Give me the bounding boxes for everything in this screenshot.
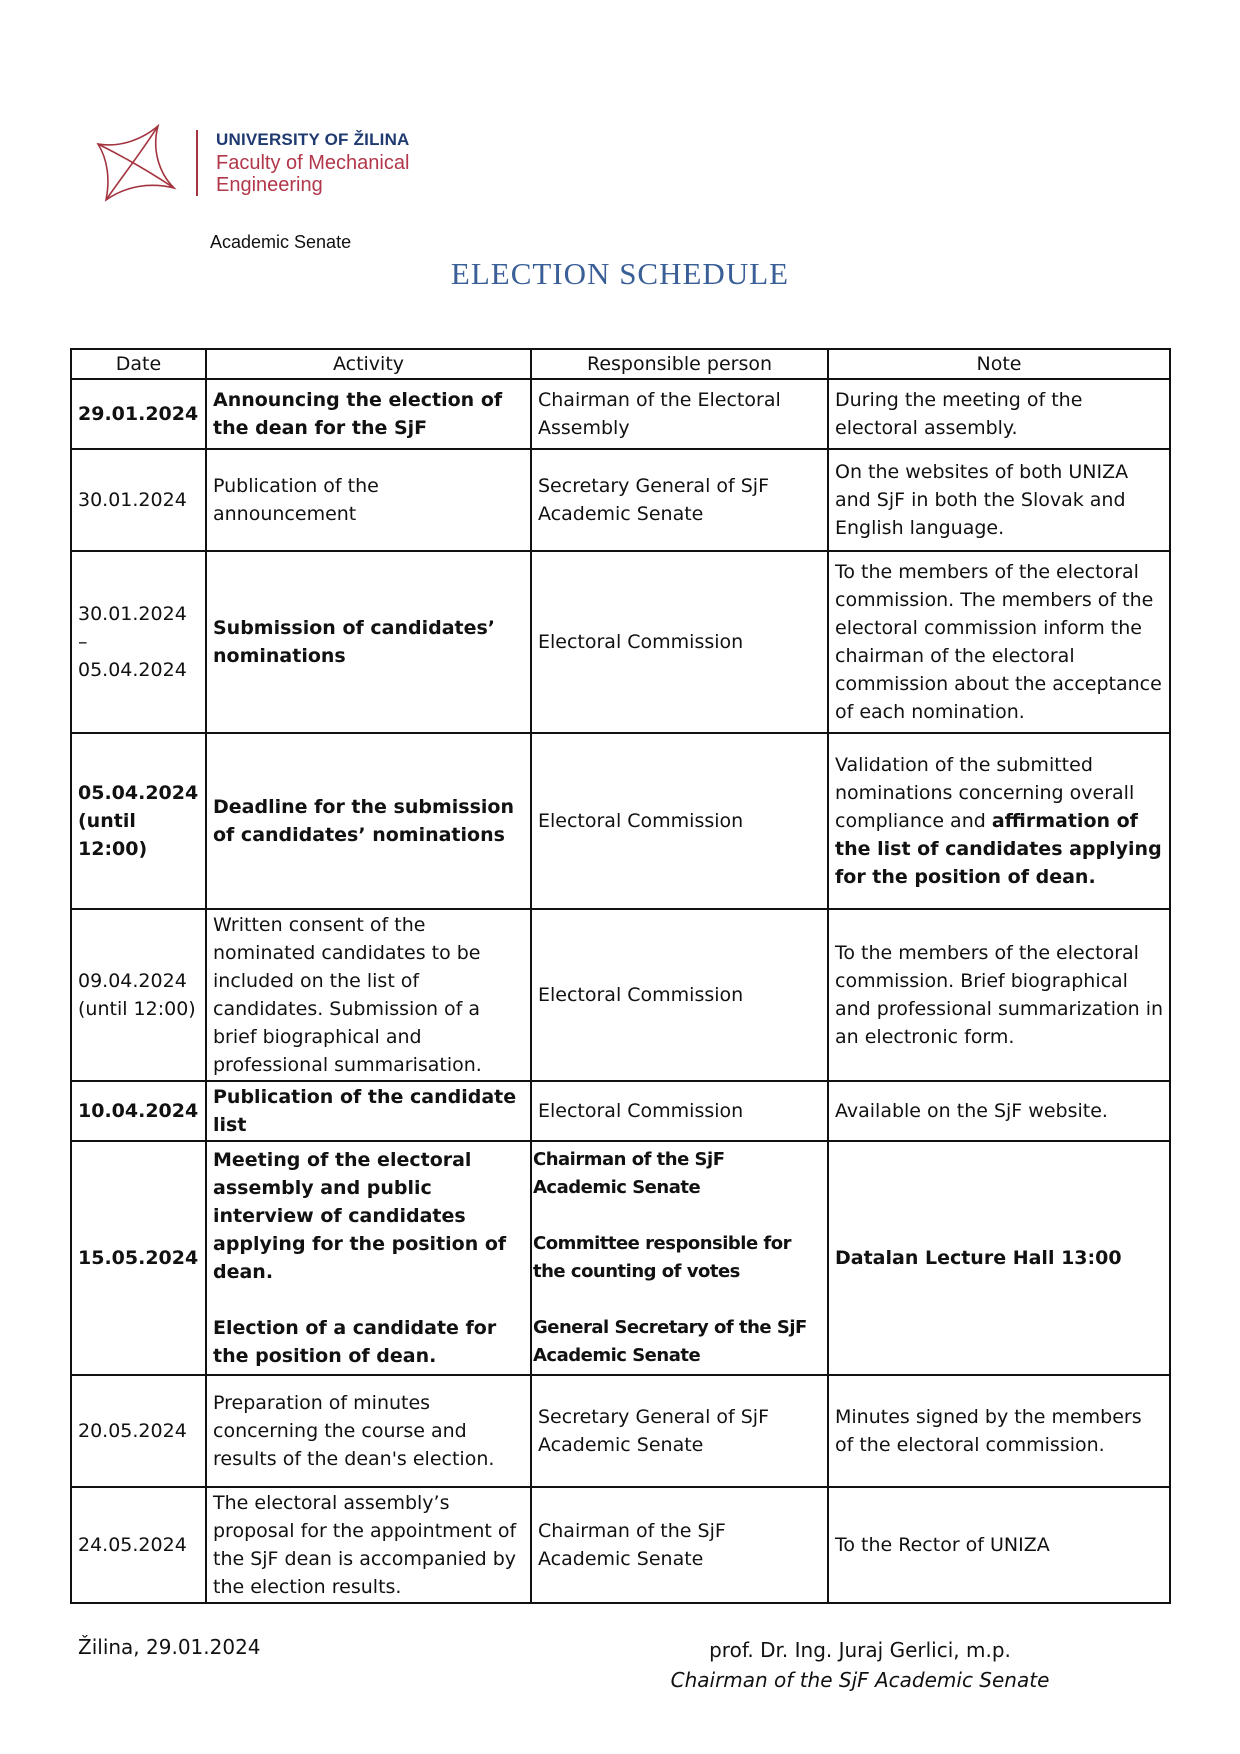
cell-responsible: Secretary General of SjF Academic Senate bbox=[531, 449, 828, 551]
cell-responsible bbox=[531, 1141, 828, 1375]
cell-date: 15.05.2024 bbox=[71, 1141, 206, 1375]
responsible-chairman: Chairman of the SjF Academic Senate bbox=[533, 1149, 725, 1198]
signatory-name: prof. Dr. Ing. Juraj Gerlici, m.p. bbox=[709, 1638, 1011, 1662]
spacer bbox=[213, 1286, 524, 1314]
cell-date: 05.04.2024 (until 12:00) bbox=[71, 733, 206, 909]
cell-note: To the members of the electoral commission. Brief biographical and professional summarization in an electronic form. bbox=[828, 909, 1170, 1081]
responsible-secretary: General Secretary of the SjF Academic Senate bbox=[533, 1317, 807, 1366]
university-name: UNIVERSITY OF ŽILINA bbox=[216, 130, 410, 149]
table-row bbox=[71, 1081, 1170, 1141]
table-row bbox=[71, 909, 1170, 1081]
cell-responsible: Electoral Commission bbox=[531, 1081, 828, 1141]
table-row bbox=[71, 733, 1170, 909]
academic-senate-label: Academic Senate bbox=[210, 232, 352, 252]
cell-note: Available on the SjF website. bbox=[828, 1081, 1170, 1141]
note-bold: affirmation of the list of candidates applying for the position of dean. bbox=[835, 810, 1162, 888]
place-date: Žilina, 29.01.2024 bbox=[78, 1635, 261, 1659]
signature-block bbox=[660, 1635, 1060, 1695]
cell-responsible: Secretary General of SjF Academic Senate bbox=[531, 1375, 828, 1487]
spacer bbox=[533, 1202, 821, 1230]
header-activity: Activity bbox=[206, 349, 531, 379]
note-plain: Validation of the submitted nominations concerning overall compliance and bbox=[835, 754, 1135, 832]
faculty-name-line1: Faculty of Mechanical bbox=[216, 152, 410, 174]
cell-responsible: Electoral Commission bbox=[531, 733, 828, 909]
cell-date: 10.04.2024 bbox=[71, 1081, 206, 1141]
cell-activity: Publication of the announcement bbox=[206, 449, 531, 551]
cell-responsible: Chairman of the Electoral Assembly bbox=[531, 379, 828, 449]
cell-note: On the websites of both UNIZA and SjF in both the Slovak and English language. bbox=[828, 449, 1170, 551]
header-note: Note bbox=[828, 349, 1170, 379]
university-logo-mark-icon bbox=[92, 124, 180, 202]
cell-note: To the Rector of UNIZA bbox=[828, 1487, 1170, 1603]
responsible-committee: Committee responsible for the counting of votes bbox=[533, 1233, 792, 1282]
table-row bbox=[71, 379, 1170, 449]
cell-activity: The electoral assembly’s proposal for the appointment of the SjF dean is accompanied by the election results. bbox=[206, 1487, 531, 1603]
table-header-row bbox=[71, 349, 1170, 379]
cell-date: 09.04.2024 (until 12:00) bbox=[71, 909, 206, 1081]
page-title: ELECTION SCHEDULE bbox=[450, 256, 790, 291]
table-row bbox=[71, 1375, 1170, 1487]
table-row bbox=[71, 551, 1170, 733]
cell-date: 20.05.2024 bbox=[71, 1375, 206, 1487]
cell-note: During the meeting of the electoral assembly. bbox=[828, 379, 1170, 449]
cell-activity: Preparation of minutes concerning the course and results of the dean's election. bbox=[206, 1375, 531, 1487]
faculty-logo bbox=[92, 118, 452, 208]
header-responsible-person: Responsible person bbox=[531, 349, 828, 379]
cell-date: 30.01.2024 – 05.04.2024 bbox=[71, 551, 206, 733]
activity-meeting: Meeting of the electoral assembly and public interview of candidates applying for the position of dean. bbox=[213, 1149, 507, 1283]
header-date: Date bbox=[71, 349, 206, 379]
table-row bbox=[71, 449, 1170, 551]
table-row bbox=[71, 1487, 1170, 1603]
logo-divider bbox=[196, 130, 198, 196]
cell-activity: Deadline for the submission of candidates’ nominations bbox=[206, 733, 531, 909]
cell-note: To the members of the electoral commission. The members of the electoral commission inform the chairman of the electoral commission about the acceptance of each nomination. bbox=[828, 551, 1170, 733]
table-row bbox=[71, 1141, 1170, 1375]
faculty-name-line2: Engineering bbox=[216, 174, 323, 196]
cell-activity: Submission of candidates’ nominations bbox=[206, 551, 531, 733]
cell-date: 24.05.2024 bbox=[71, 1487, 206, 1603]
cell-date: 29.01.2024 bbox=[71, 379, 206, 449]
cell-responsible: Chairman of the SjF Academic Senate bbox=[531, 1487, 828, 1603]
cell-activity: Publication of the candidate list bbox=[206, 1081, 531, 1141]
faculty-name bbox=[216, 152, 456, 196]
cell-note bbox=[828, 733, 1170, 909]
cell-note: Minutes signed by the members of the electoral commission. bbox=[828, 1375, 1170, 1487]
cell-date: 30.01.2024 bbox=[71, 449, 206, 551]
activity-election: Election of a candidate for the position of dean. bbox=[213, 1317, 497, 1367]
cell-note: Datalan Lecture Hall 13:00 bbox=[828, 1141, 1170, 1375]
cell-responsible: Electoral Commission bbox=[531, 551, 828, 733]
cell-activity bbox=[206, 1141, 531, 1375]
cell-responsible: Electoral Commission bbox=[531, 909, 828, 1081]
spacer bbox=[533, 1286, 821, 1314]
cell-activity: Announcing the election of the dean for the SjF bbox=[206, 379, 531, 449]
signatory-role: Chairman of the SjF Academic Senate bbox=[670, 1668, 1050, 1692]
cell-activity: Written consent of the nominated candidates to be included on the list of candidates. Submission of a brief biographical and professional summarisation. bbox=[206, 909, 531, 1081]
election-schedule-table bbox=[70, 348, 1171, 1604]
